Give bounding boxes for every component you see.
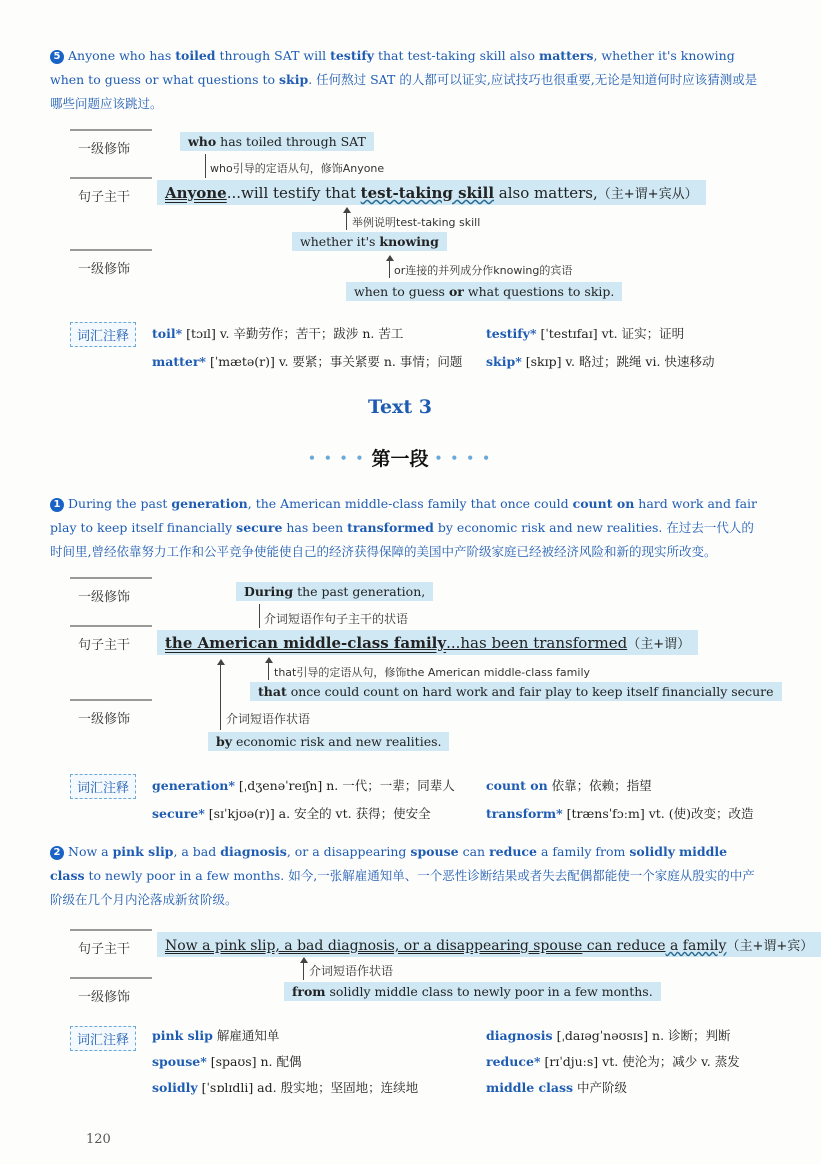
vocab-entry: count on 依靠；依赖；指望 (486, 778, 652, 793)
vocab-entry: solidly [ˈsɒlɪdli] ad. 殷实地；坚固地；连续地 (152, 1080, 419, 1095)
main-clause-box: Anyone...will testify that test-taking skill also matters,（主+谓+宾从） (157, 180, 706, 205)
text-title: Text 3 (368, 396, 432, 418)
annotation-note: or连接的并列成分作knowing的宾语 (394, 264, 573, 277)
sentence-2-paragraph: 2 Now a pink slip, a bad diagnosis, or a disappearing spouse can reduce a family from solidly middle class to newly poor in a few months. 如今,一张解雇通知单、一个恶性诊断结果或者失去配偶都能使一个家庭从殷实的中产阶级在几个月内沦落成新贫阶级。 (50, 844, 755, 907)
annotation-note: 介词短语作状语 (309, 964, 394, 978)
vocab-entry: transform* [trænsˈfɔːm] vt. (使)改变；改造 (486, 806, 754, 821)
label-level1-modifier: 一级修饰 (78, 258, 130, 277)
vocab-entry: pink slip 解雇通知单 (152, 1028, 280, 1043)
modifier-box: by economic risk and new realities. (208, 732, 449, 751)
vocab-label: 词汇注释 (70, 774, 136, 799)
modifier-box: from solidly middle class to newly poor in a few months. (284, 982, 661, 1001)
modifier-box: During the past generation, (236, 582, 433, 601)
label-level1-modifier: 一级修饰 (78, 708, 130, 727)
label-level1-modifier: 一级修饰 (78, 586, 130, 605)
vocab-label: 词汇注释 (70, 1026, 136, 1051)
vocab-entry: toil* [tɔɪl] v. 辛勤劳作；苦干；跋涉 n. 苦工 (152, 326, 404, 341)
label-main-clause: 句子主干 (78, 634, 130, 653)
annotation-note: 介词短语作句子主干的状语 (264, 612, 409, 626)
label-main-clause: 句子主干 (78, 938, 130, 957)
vocab-entry: testify* [ˈtestɪfaɪ] vt. 证实；证明 (486, 326, 685, 341)
sentence-number-badge: 2 (50, 846, 64, 860)
annotation-note: that引导的定语从句，修饰the American middle-class family (274, 666, 591, 679)
arrow-up-icon (220, 660, 221, 730)
vocab-entry: spouse* [spaʊs] n. 配偶 (152, 1054, 302, 1069)
connector-line (205, 154, 206, 178)
main-clause-box: Now a pink slip, a bad diagnosis, or a disappearing spouse can reduce a family（主+谓+宾） (157, 932, 821, 957)
modifier-box: when to guess or what questions to skip. (346, 282, 622, 301)
page-number: 120 (86, 1132, 111, 1147)
arrow-up-icon (346, 208, 347, 230)
annotation-note: who引导的定语从句，修饰Anyone (210, 162, 385, 175)
annotation-note: 介词短语作状语 (226, 712, 311, 726)
arrow-up-icon (303, 958, 304, 980)
vocab-entry: secure* [sɪˈkjʊə(r)] a. 安全的 vt. 获得；使安全 (152, 806, 431, 821)
sentence-number-badge: 1 (50, 498, 64, 512)
annotation-note: 举例说明test-taking skill (352, 216, 481, 229)
label-level1-modifier: 一级修饰 (78, 986, 130, 1005)
vocab-label: 词汇注释 (70, 322, 136, 347)
sentence-5-paragraph: 5 Anyone who has toiled through SAT will testify that test-taking skill also matters, whether it's knowing when to guess or what questions to skip. 任何熬过 SAT 的人都可以证实,应试技巧也很重要,无论是知道何时应该猜测或是哪些问题应该跳过。 (50, 48, 758, 111)
modifier-box: who has toiled through SAT (180, 132, 374, 151)
connector-line (259, 604, 260, 628)
label-level1-modifier: 一级修饰 (78, 138, 130, 157)
arrow-up-icon (268, 658, 269, 680)
vocab-entry: matter* [ˈmætə(r)] v. 要紧；事关紧要 n. 事情；问题 (152, 354, 463, 369)
main-clause-box: the American middle-class family...has been transformed（主+谓） (157, 630, 698, 655)
vocab-entry: generation* [ˌdʒenəˈreɪʃn] n. 一代；一辈；同辈人 (152, 778, 455, 793)
label-main-clause: 句子主干 (78, 186, 130, 205)
sentence-number-badge: 5 (50, 50, 64, 64)
vocab-entry: reduce* [rɪˈdjuːs] vt. 使沦为；减少 v. 蒸发 (486, 1054, 740, 1069)
vocab-entry: skip* [skɪp] v. 略过；跳绳 vi. 快速移动 (486, 354, 715, 369)
vocab-entry: middle class 中产阶级 (486, 1080, 628, 1095)
section-title: • • • • 第一段 • • • • (308, 448, 492, 470)
vocab-entry: diagnosis [ˌdaɪəgˈnəʊsɪs] n. 诊断；判断 (486, 1028, 731, 1043)
modifier-box: whether it's knowing (292, 232, 447, 251)
arrow-up-icon (389, 256, 390, 278)
sentence-1-paragraph: 1 During the past generation, the American middle-class family that once could count on hard work and fair play to keep itself financially secure has been transformed by economic risk and new realities. 在过去一代人的时间里,曾经依靠努力工作和公平竞争使能使自己的经济获得保障的美国中产阶级家庭已经被经济风险和新的现实所改变。 (50, 496, 758, 559)
modifier-box: that once could count on hard work and fair play to keep itself financially secure (250, 682, 782, 701)
